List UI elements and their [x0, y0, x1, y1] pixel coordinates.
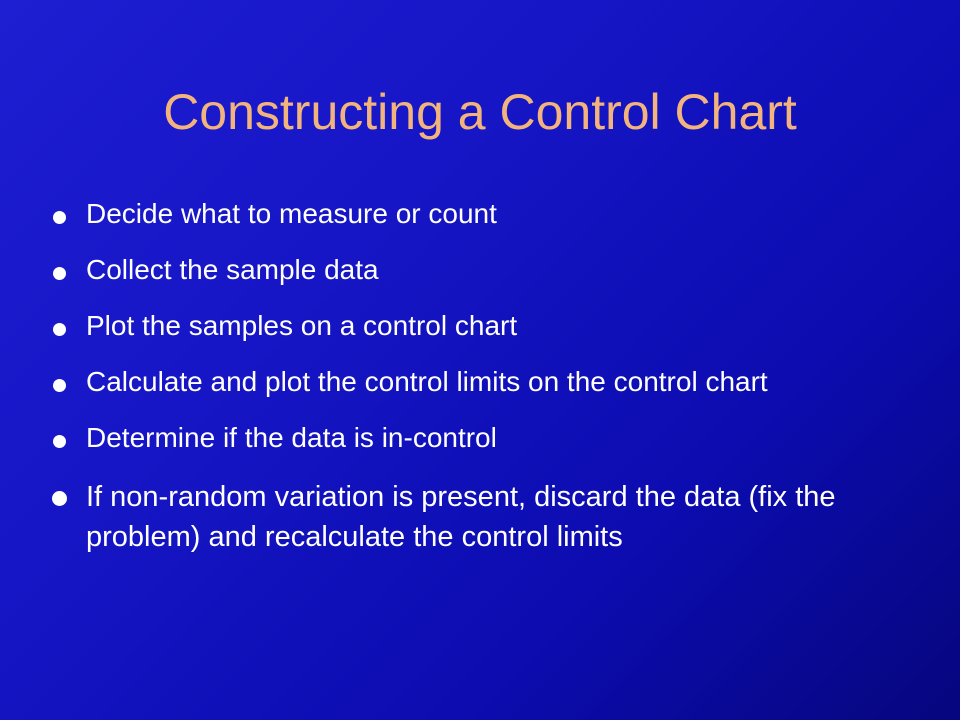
bullet-dot-icon — [53, 379, 66, 392]
list-item — [50, 365, 910, 399]
bullet-list — [50, 197, 910, 579]
bullet-dot-icon — [53, 267, 66, 280]
bullet-text: Collect the sample data — [86, 254, 379, 285]
bullet-dot-icon — [53, 211, 66, 224]
list-item — [50, 309, 910, 343]
bullet-dot-icon — [53, 323, 66, 336]
bullet-text: Plot the samples on a control chart — [86, 310, 518, 341]
bullet-text: If non-random variation is present, discard the data (fix the problem) and recalculate the control limits — [86, 481, 836, 553]
list-item — [50, 477, 910, 557]
bullet-dot-icon — [52, 491, 67, 506]
list-item — [50, 421, 910, 455]
slide-title: Constructing a Control Chart — [163, 84, 797, 140]
bullet-text: Determine if the data is in-control — [86, 422, 497, 453]
list-item — [50, 197, 910, 231]
list-item — [50, 253, 910, 287]
bullet-text: Calculate and plot the control limits on the control chart — [86, 366, 768, 397]
bullet-dot-icon — [53, 435, 66, 448]
bullet-text: Decide what to measure or count — [86, 198, 497, 229]
